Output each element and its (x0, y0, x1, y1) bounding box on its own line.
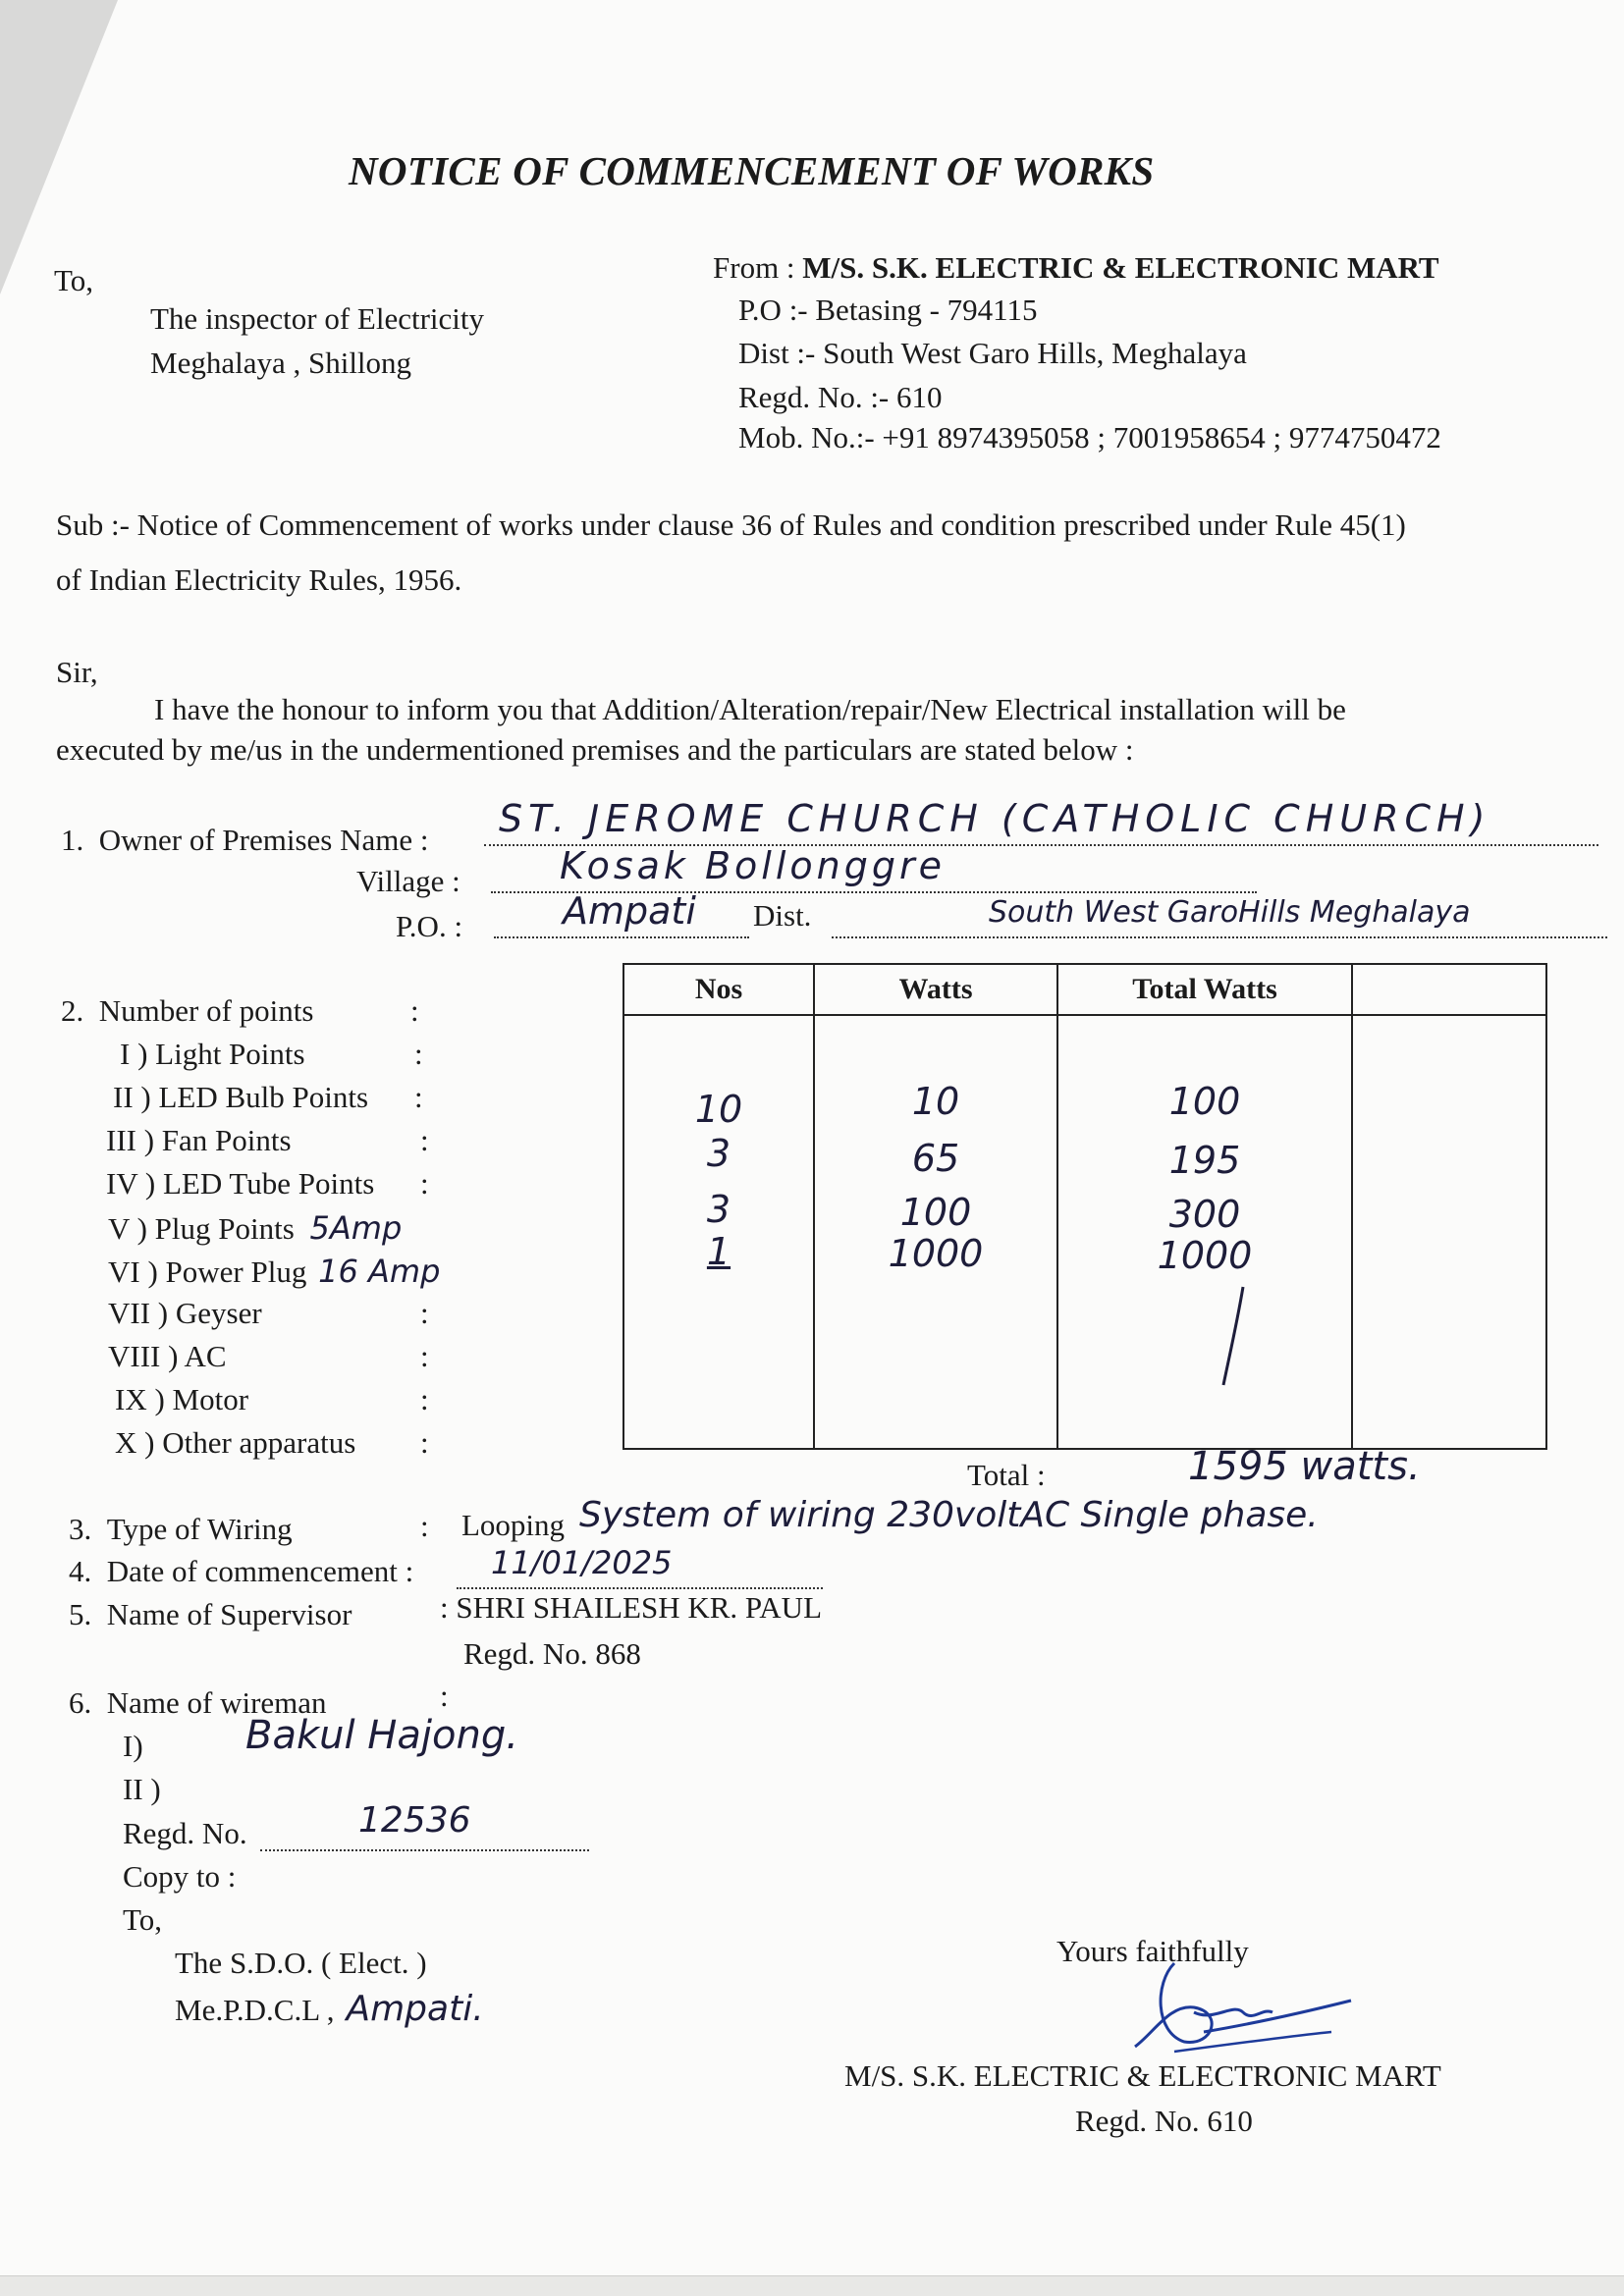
body-line-2: executed by me/us in the undermentioned premises and the particulars are stated below : (56, 732, 1134, 767)
body-line-1: I have the honour to inform you that Addition/Alteration/repair/New Electrical installation will be (154, 692, 1346, 726)
colon: : (414, 1080, 423, 1114)
wireman-2-label: II ) (123, 1772, 161, 1806)
from-po: P.O :- Betasing - 794115 (738, 293, 1038, 327)
colon: : (410, 993, 419, 1028)
colon: : (420, 1509, 429, 1543)
colon: : (420, 1123, 429, 1157)
total-watts-value: 300 (1168, 1193, 1241, 1236)
total-label: Total : (967, 1458, 1046, 1492)
col-header-total-watts: Total Watts (1057, 964, 1352, 1015)
village-label: Village : (356, 864, 460, 898)
dist-value: South West GaroHills Meghalaya (989, 895, 1471, 930)
page-fold (0, 0, 118, 294)
watts-column (814, 1015, 1057, 1449)
nos-value: 3 (706, 1188, 731, 1231)
total-watts-value: 100 (1168, 1080, 1241, 1123)
point-item: VI ) Power Plug 16 Amp (108, 1253, 441, 1290)
village-value: Kosak Bollonggre (560, 844, 946, 887)
slash-mark (1216, 1283, 1255, 1391)
table-body-row (623, 1015, 1546, 1449)
nos-column (623, 1015, 814, 1449)
item-2-label: 2. Number of points (61, 993, 314, 1028)
closing-regd: Regd. No. 610 (1075, 2104, 1253, 2138)
point-item: IX ) Motor (115, 1382, 249, 1416)
from-label: From : (713, 250, 795, 285)
from-name: M/S. S.K. ELECTRIC & ELECTRONIC MART (802, 250, 1439, 285)
supervisor-name: : SHRI SHAILESH KR. PAUL (440, 1590, 822, 1625)
point-item: IV ) LED Tube Points (106, 1166, 375, 1201)
wireman-regd-field (260, 1800, 589, 1851)
nos-value: 10 (694, 1088, 743, 1131)
point-item: X ) Other apparatus (115, 1425, 356, 1460)
closing: Yours faithfully (1056, 1934, 1249, 1968)
wireman-1-label: I) (123, 1729, 143, 1763)
colon: : (420, 1339, 429, 1373)
point-item: II ) LED Bulb Points (113, 1080, 369, 1114)
closing-firm: M/S. S.K. ELECTRIC & ELECTRONIC MART (844, 2058, 1441, 2093)
subject-line-1: Sub :- Notice of Commencement of works under clause 36 of Rules and condition prescribed under Rule 45(1) (56, 507, 1406, 542)
po-field (494, 889, 749, 938)
to-label: To, (54, 263, 94, 297)
copy-to-line-1: The S.D.O. ( Elect. ) (175, 1946, 427, 1980)
item-6-label: 6. Name of wireman (69, 1685, 327, 1720)
nos-value: 1 (706, 1230, 731, 1273)
point-item: I ) Light Points (120, 1037, 305, 1071)
item-1-label: 1. Owner of Premises Name : (61, 823, 429, 857)
point-item: III ) Fan Points (106, 1123, 292, 1157)
item-4-label: 4. Date of commencement : (69, 1554, 414, 1588)
date-field (457, 1544, 823, 1589)
col-header-blank (1352, 964, 1546, 1015)
to-line-2: Meghalaya , Shillong (150, 346, 412, 380)
total-watts-value: 1000 (1157, 1234, 1253, 1277)
wireman-regd-value: 12536 (358, 1800, 471, 1841)
from-line (713, 250, 1439, 286)
salutation: Sir, (56, 655, 98, 689)
wiring-note: System of wiring 230voltAC Single phase. (579, 1495, 1319, 1535)
colon: : (420, 1296, 429, 1330)
owner-name-field (484, 797, 1598, 846)
points-table (623, 963, 1547, 1450)
total-value: 1595 watts. (1188, 1444, 1421, 1489)
watts-value: 10 (911, 1080, 960, 1123)
page-title: NOTICE OF COMMENCEMENT OF WORKS (349, 148, 1155, 193)
to-line-1: The inspector of Electricity (150, 301, 485, 336)
colon: : (420, 1425, 429, 1460)
blank-column (1352, 1015, 1546, 1449)
nos-value: 3 (706, 1132, 731, 1175)
colon: : (440, 1679, 449, 1713)
point-item: VII ) Geyser (108, 1296, 262, 1330)
supervisor-regd: Regd. No. 868 (463, 1636, 641, 1671)
total-watts-value: 195 (1168, 1139, 1241, 1182)
from-dist: Dist :- South West Garo Hills, Meghalaya (738, 336, 1247, 370)
colon: : (420, 1382, 429, 1416)
colon: : (414, 1037, 423, 1071)
copy-to-to: To, (123, 1902, 163, 1937)
owner-name-value: ST. JEROME CHURCH (CATHOLIC CHURCH) (499, 797, 1491, 840)
col-header-nos: Nos (623, 964, 814, 1015)
copy-to-line-2: Me.P.D.C.L , Ampati. (175, 1989, 484, 2029)
table-header-row (623, 964, 1546, 1015)
total-watts-column (1057, 1015, 1352, 1449)
col-header-watts: Watts (814, 964, 1057, 1015)
from-mobile: Mob. No.:- +91 8974395058 ; 7001958654 ; 9774750472 (738, 420, 1441, 454)
watts-value: 65 (911, 1137, 960, 1180)
village-field (491, 844, 1257, 893)
page-edge (0, 2275, 1624, 2296)
wiring-type: Looping (461, 1508, 566, 1542)
wireman-1-name: Bakul Hajong. (245, 1713, 518, 1758)
watts-value: 1000 (888, 1232, 984, 1275)
item-3-label: 3. Type of Wiring (69, 1512, 293, 1546)
date-value: 11/01/2025 (491, 1544, 673, 1581)
from-regd: Regd. No. :- 610 (738, 380, 943, 414)
watts-value: 100 (899, 1191, 972, 1234)
po-value: Ampati (563, 889, 696, 933)
dist-label: Dist. (753, 898, 812, 933)
point-item: VIII ) AC (108, 1339, 227, 1373)
dist-field (832, 895, 1607, 938)
copy-to-label: Copy to : (123, 1859, 237, 1894)
po-label: P.O. : (396, 909, 463, 943)
item-5-label: 5. Name of Supervisor (69, 1597, 352, 1631)
colon: : (420, 1166, 429, 1201)
point-item: V ) Plug Points 5Amp (108, 1209, 403, 1247)
subject-line-2: of Indian Electricity Rules, 1956. (56, 562, 462, 597)
wireman-regd-label: Regd. No. (123, 1816, 247, 1850)
signature-mark (1115, 1953, 1361, 2061)
